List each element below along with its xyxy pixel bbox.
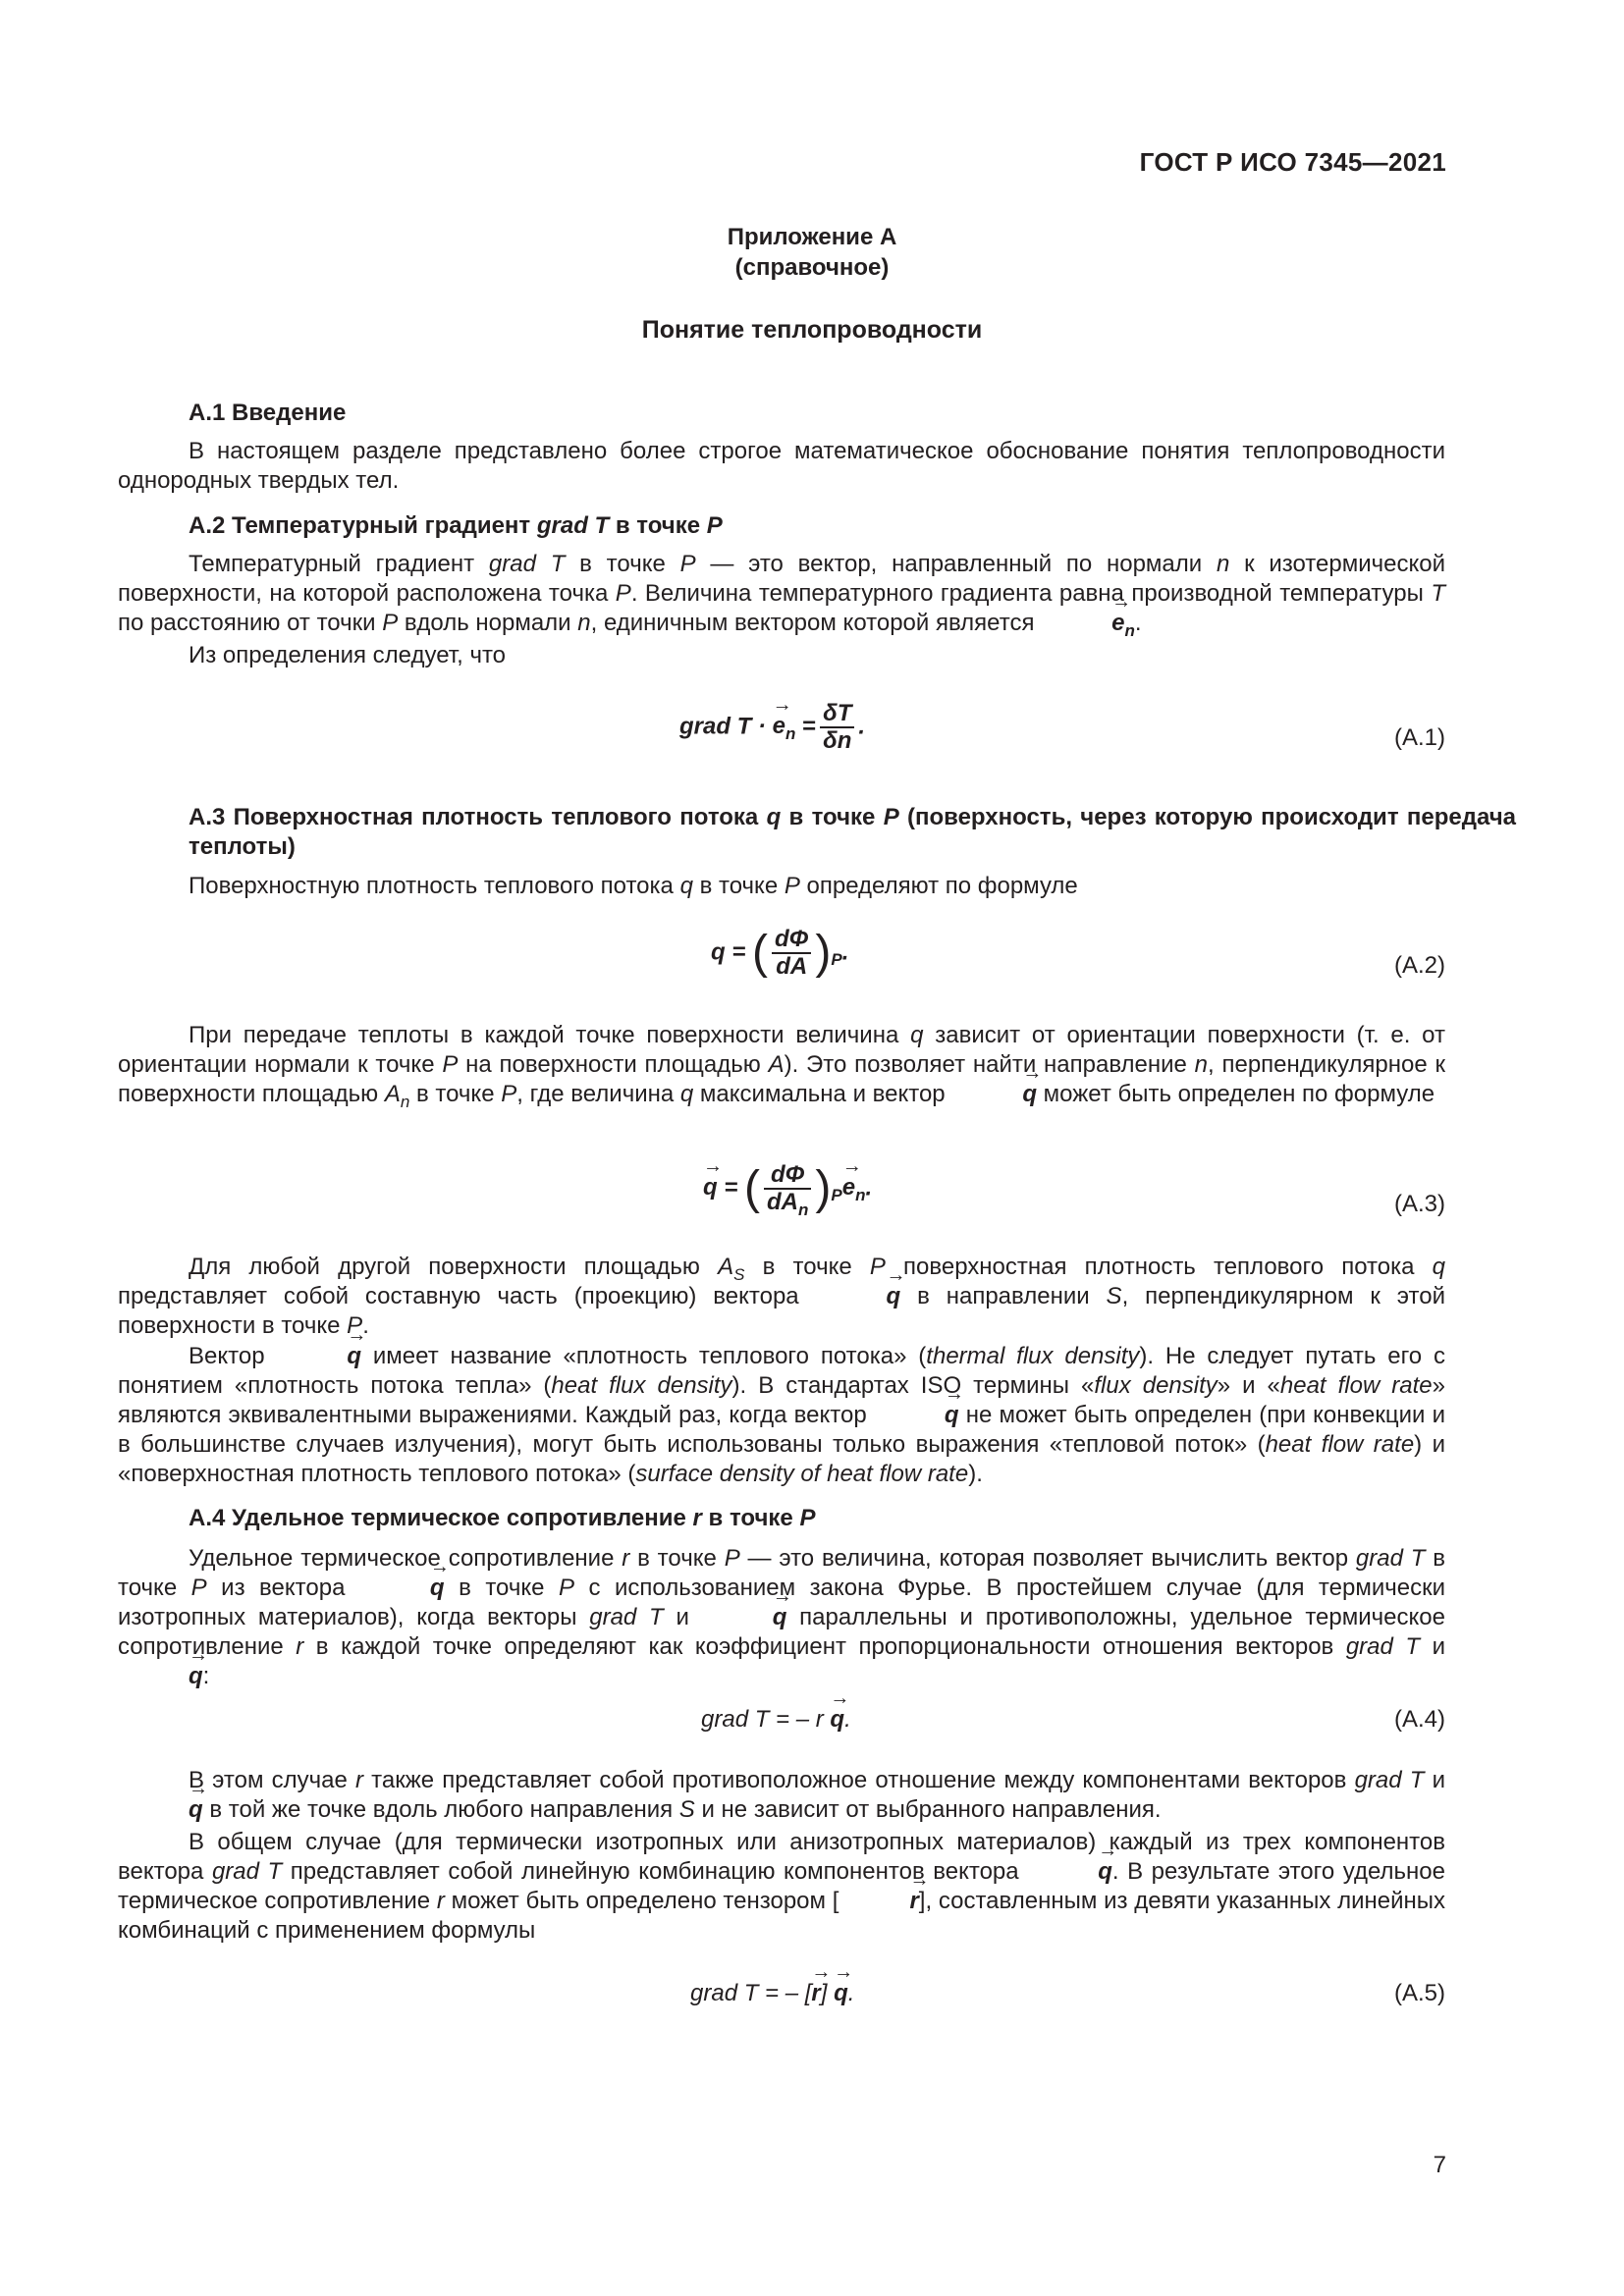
appendix-label: Приложение А <box>727 224 897 250</box>
section-a3-paragraph: Поверхностную плотность теплового потока q в точке P определяют по формуле <box>189 873 1078 899</box>
section-a3-paragraph-3: Для любой другой поверхности площадью $A_S$ в точке P поверхностная плотность теплового потока q представляет собой составную часть (проекцию) вектора → q в направлении S, перпендикулярном к этой поверхности в точке P. <box>118 1253 1445 1341</box>
equation-a5: grad T = – [→ r] → q. <box>690 1979 854 2008</box>
equation-a3-number: (А.3) <box>1393 1191 1445 1217</box>
section-a4-paragraph-3: В общем случае (для термически изотропных или анизотропных материалов) каждый из трех компонентов вектора grad T представляет собой линейную комбинацию компонентов вектора → q. В результате этого удельное термическое сопротивление r может быть определено тензором [→ r], составленным из девяти указанных линейных комбинаций с применением формулы <box>118 1828 1445 1946</box>
appendix-title: Понятие теплопроводности <box>641 316 983 344</box>
page-number: 7 <box>1433 2152 1446 2178</box>
appendix-kind: (справочное) <box>734 254 890 281</box>
unit-vector: → e <box>1041 609 1124 638</box>
equation-a4: grad T = – r → q. <box>701 1705 851 1735</box>
section-a4-paragraph-2: В этом случае r также представляет собой противоположное отношение между компонентами векторов grad T и → q в той же точке вдоль любого направления S и не зависит от выбранного направления. <box>118 1766 1445 1825</box>
section-a1-paragraph: В настоящем разделе представлено более строгое математическое обоснование понятия теплопроводности однородных твердых тел. <box>118 438 1445 494</box>
equation-a5-number: (А.5) <box>1393 1980 1445 2006</box>
section-a3-paragraph-2: При передаче теплоты в каждой точке поверхности величина q зависит от ориентации поверхности (т. е. от ориентации нормали к точке P на поверхности площадью A). Это позволяет найти направление n, перпендикулярное к поверхности площадью $A_n$ в точке P, где величина q максимальна и вектор → q может быть определен по формуле <box>118 1021 1445 1109</box>
section-a2-paragraph-2: Из определения следует, что <box>189 642 507 668</box>
section-a2-heading: А.2 Температурный градиент grad T в точке P <box>189 512 723 539</box>
section-a4-paragraph: Удельное термическое сопротивление r в точке P — это величина, которая позволяет вычислить вектор grad T в точке P из вектора → q в точке P с использованием закона Фурье. В простейшем случае (для термически изотропных материалов), когда векторы grad T и → q параллельны и противоположны, удельное термическое сопротивление r в каждой точке определяют как коэффициент пропорциональности отношения векторов grad T и → q: <box>118 1544 1445 1691</box>
section-a2-paragraph: Температурный градиент grad T в точке P — это вектор, направленный по нормали n к изотермической поверхности, на которой расположена точка P. Величина температурного градиента равна производной температуры T по расстоянию от точки P вдоль нормали n, единичным вектором которой является → $e_n$. <box>118 550 1445 638</box>
equation-a2: q = ( $\frac{d\Phi}{dA}$ )$_P$. <box>711 926 849 980</box>
section-a3-heading: А.3 Поверхностная плотность теплового потока q в точке P (поверхность, через которую происходит передача теплоты) <box>189 804 1516 860</box>
section-a4-heading: А.4 Удельное термическое сопротивление r в точке P <box>189 1505 816 1531</box>
section-a1-heading: А.1 Введение <box>189 400 347 426</box>
equation-a1: grad T · → $e_n$ = $\frac{\delta T}{\delta n}$ . <box>679 701 865 754</box>
section-a3-paragraph-4: Вектор → q имеет название «плотность теплового потока» (thermal flux density). Не следует путать его с понятием «плотность потока тепла» (heat flux density). В стандартах ISO термины «flux density» и «heat flow rate» являются эквивалентными выражениями. Каждый раз, когда вектор → q не может быть определен (при конвекции и в большинстве случаев излучения), могут быть использованы только выражения «тепловой поток» (heat flow rate) и «поверхностная плотность теплового потока» (surface density of heat flow rate). <box>118 1342 1445 1489</box>
document-code: ГОСТ Р ИСО 7345—2021 <box>1139 147 1446 177</box>
equation-a3: → q = ( $\frac{d\Phi}{dA_n}$ )$_P\to e_n$. <box>703 1162 872 1215</box>
equation-a4-number: (А.4) <box>1393 1706 1445 1733</box>
equation-a1-number: (А.1) <box>1393 724 1445 751</box>
equation-a2-number: (А.2) <box>1393 952 1445 979</box>
